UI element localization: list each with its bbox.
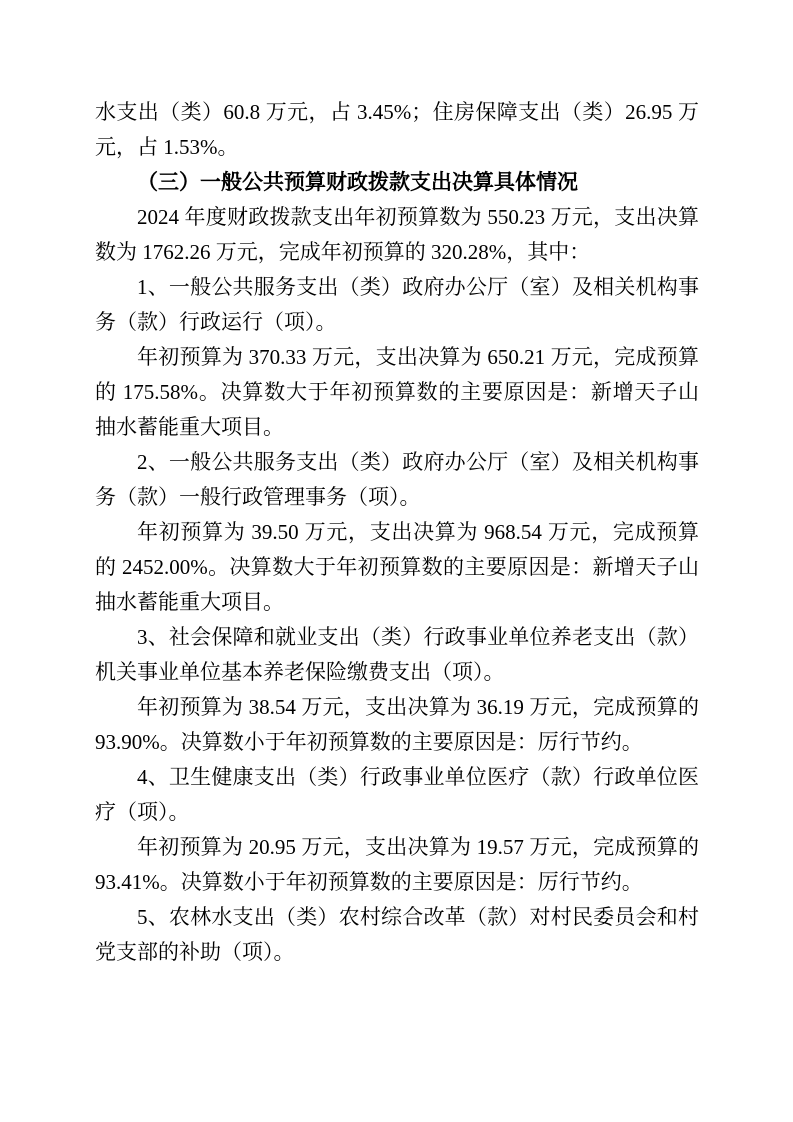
item-1-detail: 年初预算为 370.33 万元，支出决算为 650.21 万元，完成预算的 175.58%。决算数大于年初预算数的主要原因是：新增天子山抽水蓄能重大项目。 (95, 345, 699, 439)
item-3-detail: 年初预算为 38.54 万元，支出决算为 36.19 万元，完成预算的 93.90%。决算数小于年初预算数的主要原因是：厉行节约。 (95, 695, 699, 754)
item-3-title: 3、社会保障和就业支出（类）行政事业单位养老支出（款）机关事业单位基本养老保险缴费支出（项）。 (95, 625, 699, 684)
item-2-title: 2、一般公共服务支出（类）政府办公厅（室）及相关机构事务（款）一般行政管理事务（项）。 (95, 450, 699, 509)
overview-paragraph: 2024 年度财政拨款支出年初预算数为 550.23 万元，支出决算数为 1762.26 万元，完成年初预算的 320.28%，其中： (95, 205, 699, 264)
item-1-title: 1、一般公共服务支出（类）政府办公厅（室）及相关机构事务（款）行政运行（项）。 (95, 275, 699, 334)
item-5-title: 5、农林水支出（类）农村综合改革（款）对村民委员会和村党支部的补助（项）。 (95, 905, 699, 964)
document-content (95, 95, 699, 970)
item-2-detail: 年初预算为 39.50 万元，支出决算为 968.54 万元，完成预算的 2452.00%。决算数大于年初预算数的主要原因是：新增天子山抽水蓄能重大项目。 (95, 520, 699, 614)
item-4-detail: 年初预算为 20.95 万元，支出决算为 19.57 万元，完成预算的 93.41%。决算数小于年初预算数的主要原因是：厉行节约。 (95, 835, 699, 894)
section-heading: （三）一般公共预算财政拨款支出决算具体情况 (137, 171, 578, 194)
item-4-title: 4、卫生健康支出（类）行政事业单位医疗（款）行政单位医疗（项）。 (95, 765, 699, 824)
continuation-paragraph: 水支出（类）60.8 万元，占 3.45%；住房保障支出（类）26.95 万元，占 1.53%。 (95, 100, 699, 159)
